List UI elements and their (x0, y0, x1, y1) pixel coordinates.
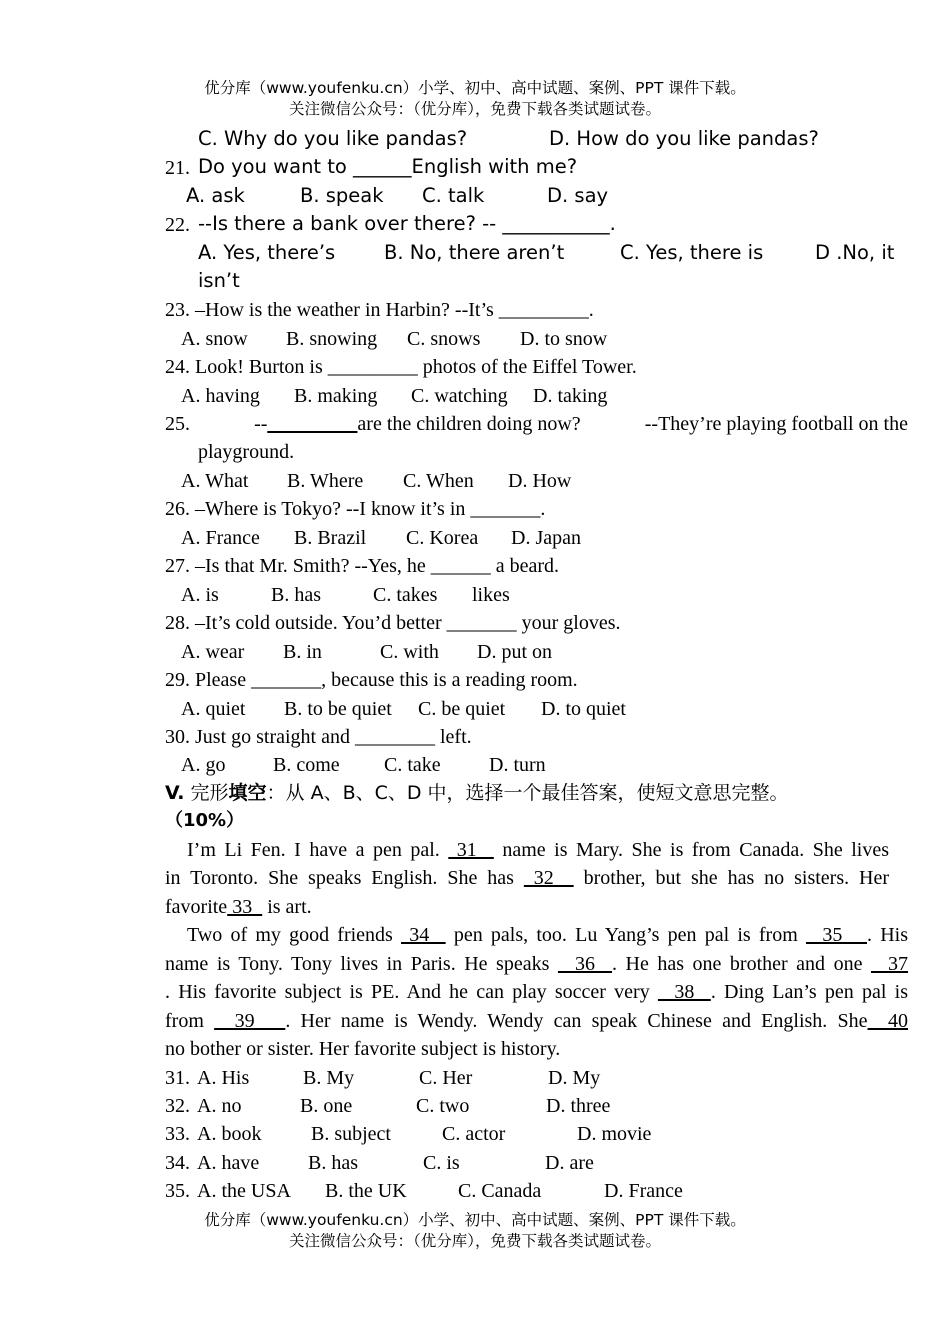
blank-33: 33 (227, 896, 263, 918)
cloze-35-option-d: D. France (604, 1180, 683, 1202)
passage-line-8: no bother or sister. Her favorite subject is history. (165, 1038, 561, 1060)
cloze-35-option-a: A. the USA (197, 1180, 291, 1202)
q27-option-d: likes (472, 584, 510, 606)
cloze-31-option-a: A. His (197, 1067, 250, 1089)
q22-option-c: C. Yes, there is (620, 241, 764, 264)
blank-35: 35 (805, 924, 867, 946)
q21-stem: Do you want to ______English with me? (198, 155, 578, 178)
q26-option-c: C. Korea (406, 527, 479, 549)
cloze-31-option-c: C. Her (419, 1067, 473, 1089)
q22-option-d-continued: isn’t (198, 269, 240, 292)
passage-line-4: Two of my good friends 34 pen pals, too. Lu Yang’s pen pal is from 35 . His (187, 924, 908, 946)
cloze-35-option-b: B. the UK (325, 1180, 407, 1202)
q28-option-a: A. wear (181, 641, 245, 663)
section-5-score: （10%） (165, 810, 245, 831)
q23-option-a: A. snow (181, 328, 248, 350)
page-header-line-1: 优分库（www.youfenku.cn）小学、初中、高中试题、案例、PPT 课件下载。 (204, 79, 746, 97)
cloze-31-number: 31. (165, 1067, 190, 1089)
blank-40: 40 (867, 1010, 909, 1032)
cloze-35-number: 35. (165, 1180, 190, 1202)
passage-line-7: from 39 . Her name is Wendy. Wendy can speak Chinese and English. She 40 (165, 1010, 909, 1032)
blank-31: 31 (448, 839, 494, 861)
q21-option-d: D. say (547, 184, 609, 207)
passage-line-5: name is Tony. Tony lives in Paris. He speaks 36 . He has one brother and one 37 (165, 953, 909, 975)
page-header-line-2: 关注微信公众号：（优分库），免费下载各类试题试卷。 (288, 100, 661, 118)
q28-option-c: C. with (380, 641, 439, 663)
q27-stem: 27. –Is that Mr. Smith? --Yes, he ______ a beard. (165, 555, 560, 577)
cloze-34-option-a: A. have (197, 1152, 260, 1174)
passage-line-3: favorite 33 is art. (165, 896, 312, 918)
q27-option-b: B. has (271, 584, 321, 606)
q27-option-a: A. is (181, 584, 219, 606)
passage-line-1: I’m Li Fen. I have a pen pal. 31 name is Mary. She is from Canada. She lives (187, 839, 889, 861)
q29-option-c: C. be quiet (418, 698, 506, 720)
cloze-34-option-b: B. has (308, 1152, 358, 1174)
q23-option-c: C. snows (407, 328, 481, 350)
q25-number: 25. (165, 413, 190, 435)
cloze-32-option-b: B. one (300, 1095, 353, 1117)
q23-option-d: D. to snow (520, 328, 608, 350)
q25-option-b: B. Where (287, 470, 364, 492)
q28-option-b: B. in (283, 641, 322, 663)
cloze-32-option-d: D. three (546, 1095, 611, 1117)
q30-option-c: C. take (384, 754, 441, 776)
q25-prefix: -- (254, 413, 268, 435)
cloze-34-option-d: D. are (545, 1152, 594, 1174)
q20-option-c: C. Why do you like pandas? (198, 127, 468, 150)
section-5-title-a: 完形 (184, 782, 229, 804)
q25-stem-continued: playground. (198, 441, 295, 463)
blank-34: 34 (401, 924, 446, 946)
cloze-34-option-c: C. is (423, 1152, 460, 1174)
cloze-32-number: 32. (165, 1095, 190, 1117)
q25-question: are the children doing now? (357, 413, 581, 435)
q28-stem: 28. –It’s cold outside. You’d better _______ your gloves. (165, 612, 621, 634)
q29-option-a: A. quiet (181, 698, 246, 720)
q25-option-c: C. When (403, 470, 474, 492)
cloze-33-option-b: B. subject (311, 1123, 391, 1145)
q29-option-d: D. to quiet (541, 698, 626, 720)
q24-option-d: D. taking (533, 385, 608, 407)
q22-number: 22. (165, 214, 190, 236)
q25-answer: --They’re playing football on the (644, 413, 908, 435)
q21-option-a: A. ask (186, 184, 245, 207)
q25-blank: _________ (267, 413, 358, 435)
page-footer-line-1: 优分库（www.youfenku.cn）小学、初中、高中试题、案例、PPT 课件下载。 (204, 1211, 746, 1229)
q26-stem: 26. –Where is Tokyo? --I know it’s in _______. (165, 498, 546, 520)
section-5-number: V. (165, 782, 185, 804)
section-5-title-b: 填空 (228, 782, 267, 804)
q25-option-a: A. What (181, 470, 249, 492)
section-5-heading (165, 781, 789, 805)
q22-option-d: D .No, it (815, 241, 895, 264)
q30-option-a: A. go (181, 754, 226, 776)
cloze-34-number: 34. (165, 1152, 190, 1174)
q26-option-b: B. Brazil (294, 527, 367, 549)
blank-38: 38 (657, 981, 711, 1003)
q21-number: 21. (165, 157, 190, 179)
cloze-33-number: 33. (165, 1123, 190, 1145)
q22-stem: --Is there a bank over there? -- ___________. (198, 212, 616, 235)
cloze-32-option-a: A. no (197, 1095, 242, 1117)
q27-option-c: C. takes (373, 584, 438, 606)
q28-option-d: D. put on (477, 641, 552, 663)
q24-stem: 24. Look! Burton is _________ photos of the Eiffel Tower. (165, 356, 637, 378)
page-footer-line-2: 关注微信公众号：（优分库），免费下载各类试题试卷。 (288, 1232, 661, 1250)
q25-option-d: D. How (508, 470, 572, 492)
section-5-instructions: ：从 A、B、C、D 中，选择一个最佳答案，使短文意思完整。 (266, 782, 789, 804)
cloze-32-option-c: C. two (416, 1095, 470, 1117)
q20-option-d: D. How do you like pandas? (549, 127, 819, 150)
blank-36: 36 (557, 953, 612, 975)
q30-option-b: B. come (273, 754, 340, 776)
passage-line-6: . His favorite subject is PE. And he can play soccer very 38 . Ding Lan’s pen pal is (165, 981, 908, 1003)
cloze-33-option-c: C. actor (442, 1123, 506, 1145)
blank-39: 39 (214, 1010, 286, 1032)
q22-option-a: A. Yes, there’s (198, 241, 336, 264)
q26-option-d: D. Japan (511, 527, 581, 549)
q26-option-a: A. France (181, 527, 260, 549)
q23-option-b: B. snowing (286, 328, 378, 350)
q21-option-b: B. speak (300, 184, 384, 207)
cloze-31-option-d: D. My (548, 1067, 601, 1089)
q25-stem (165, 412, 908, 436)
q30-option-d: D. turn (489, 754, 546, 776)
q24-option-c: C. watching (411, 385, 508, 407)
cloze-35-option-c: C. Canada (458, 1180, 542, 1202)
q22-option-b: B. No, there aren’t (384, 241, 565, 264)
blank-37: 37 (870, 953, 909, 975)
q21-option-c: C. talk (422, 184, 485, 207)
q29-stem: 29. Please _______, because this is a reading room. (165, 669, 578, 691)
q23-stem: 23. –How is the weather in Harbin? --It’s _________. (165, 299, 594, 321)
cloze-33-option-a: A. book (197, 1123, 262, 1145)
passage-line-2: in Toronto. She speaks English. She has 32 brother, but she has no sisters. Her (165, 867, 890, 889)
blank-32: 32 (523, 867, 574, 889)
q24-option-b: B. making (294, 385, 378, 407)
q29-option-b: B. to be quiet (284, 698, 392, 720)
q30-stem: 30. Just go straight and ________ left. (165, 726, 472, 748)
q24-option-a: A. having (181, 385, 260, 407)
cloze-33-option-d: D. movie (577, 1123, 652, 1145)
cloze-31-option-b: B. My (303, 1067, 355, 1089)
